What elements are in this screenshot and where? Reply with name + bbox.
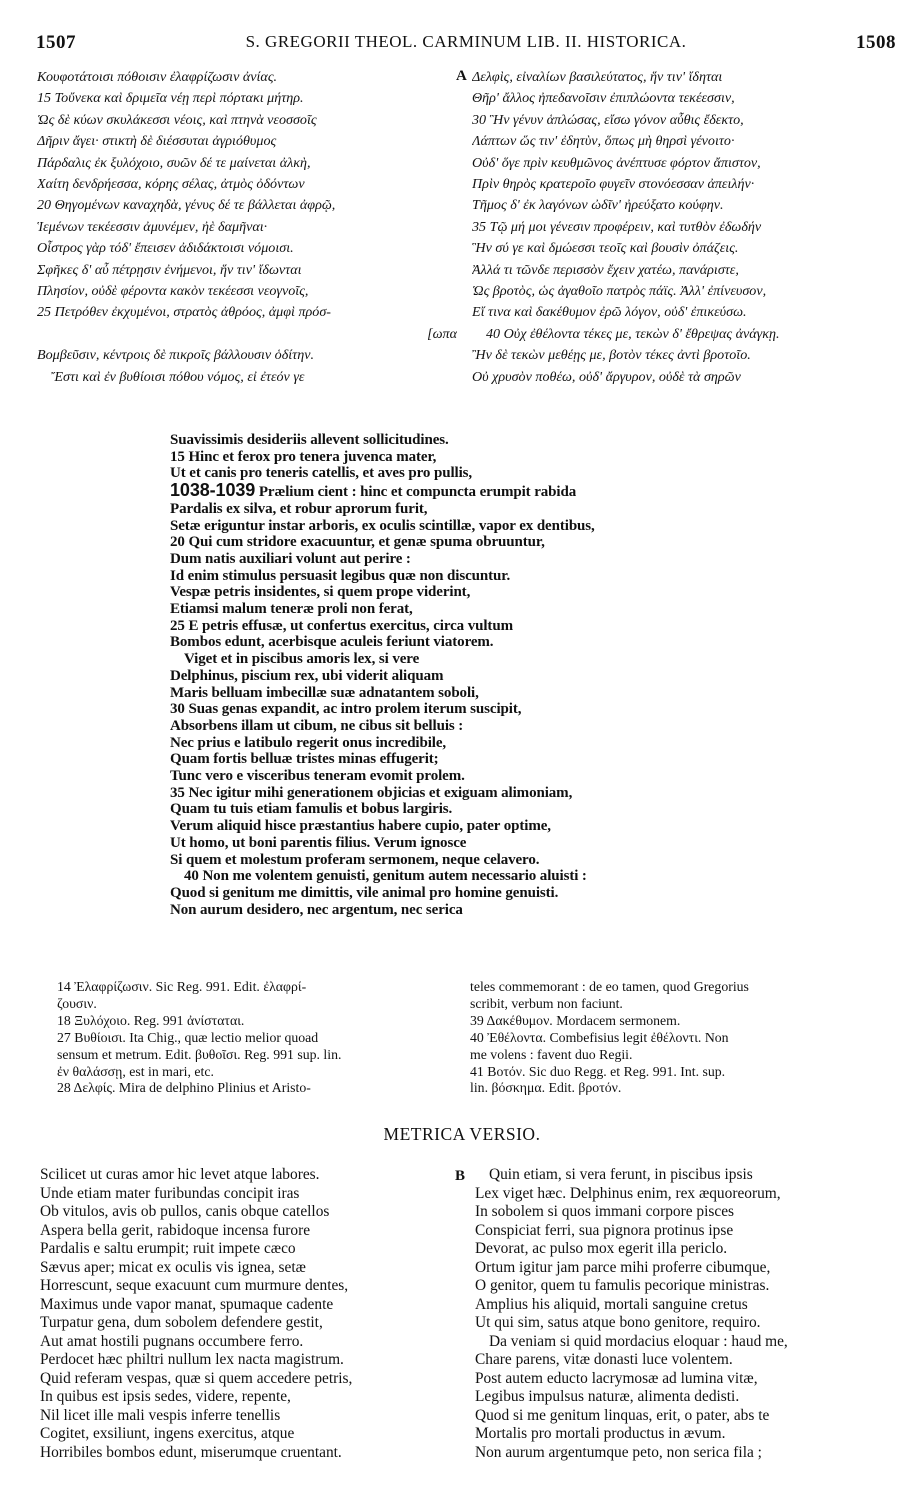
metrica-verse-line: Devorat, ac pulso mox egerit illa periclo. [475, 1240, 728, 1257]
greek-verse-line: Βομβεῦσιν, κέντροις δὲ πικροῖς βάλλουσιν ὁδίτην. [37, 347, 314, 364]
greek-verse-line: Χαίτη δενδρήεσσα, κόρης σέλας, ἀτμὸς ὀδόντων [37, 176, 305, 193]
metrica-verse-line: Turpatur gena, dum sobolem defendere gestit, [40, 1314, 323, 1331]
footnotes-right-column [470, 979, 890, 1097]
latin-verse-line: Verum aliquid hisce præstantius habere cupio, pater optime, [170, 818, 551, 835]
latin-verse-line: Quam tu tuis etiam famulis et bobus largiris. [170, 801, 453, 818]
latin-verse-line: Ut homo, ut boni parentis filius. Verum ignosce [170, 834, 467, 851]
latin-verse-line: Si quem et molestum proferam sermonem, neque celavero. [170, 851, 540, 868]
footnote-line: me volens : favent duo Regii. [470, 1046, 633, 1062]
latin-verse-line: Absorbens illam ut cibum, ne cibus sit belluis : [170, 717, 464, 734]
footnote-line: scribit, verbum non faciunt. [470, 995, 623, 1011]
latin-verse-line: Id enim stimulus persuasit legibus quæ non discuntur. [170, 567, 511, 584]
latin-verse-line: Ut et canis pro teneris catellis, et aves pro pullis, [170, 465, 473, 482]
latin-verse-line: Bombos edunt, acerbisque aculeis feriunt viatorem. [170, 634, 494, 651]
latin-line-text: Prælium cient : hinc et compuncta erumpit rabida [258, 484, 577, 501]
metrica-verse-line: In quibus est ipsis sedes, videre, repente, [40, 1388, 291, 1405]
metrica-verse-line: Mortalis pro mortali productus in ævum. [475, 1425, 726, 1442]
section-title: METRICA VERSIO. [383, 1124, 541, 1144]
latin-verse-line: Etiamsi malum teneræ proli non ferat, [170, 601, 413, 618]
metrica-verse-line: Ob vitulos, avis ob pullos, canis obque catellos [40, 1203, 330, 1220]
latin-verse-line: Tunc vero e visceribus teneram evomit prolem. [170, 768, 465, 785]
metrica-verse-line: Aut amat hostili pugnans occumbere ferro. [40, 1332, 304, 1350]
greek-verse-line: Ὡς δὲ κύων σκυλάκεσσι νέοις, καὶ πτηνὰ νεοσσοῖς [37, 111, 317, 128]
metrica-verse-line: Legibus impulsus naturæ, alimenta dedisti. [475, 1388, 740, 1405]
greek-verse-line: 15 Τοὔνεκα καὶ δριμεῖα νέῃ περὶ πόρτακι μήτηρ. [37, 90, 304, 107]
metrica-verse-line: Da veniam si quid mordacius eloquar : haud me, [489, 1332, 788, 1350]
metrica-verse-line: Ortum igitur jam parce mihi proferre cibumque, [475, 1258, 771, 1276]
latin-verse-line: 30 Suas genas expandit, ac intro prolem iterum suscipit, [170, 701, 522, 718]
metrica-verse-line: Quin etiam, si vera ferunt, in piscibus ipsis [489, 1166, 753, 1183]
footnotes-left-column [57, 979, 457, 1097]
greek-verse-line: Οἶστρος γὰρ τόδ' ἔπεισεν ἀδιδάκτοισι νόμοισι. [37, 240, 294, 257]
metrica-verse-line: Scilicet ut curas amor hic levet atque labores. [40, 1166, 320, 1183]
metrica-versio-right-column [475, 1166, 895, 1462]
latin-translation [170, 432, 770, 918]
metrica-verse-line: Amplius his aliquid, mortali sanguine cretus [475, 1295, 748, 1313]
footnote-line: 18 Ξυλόχοιο. Reg. 991 ἀνίσταται. [57, 1012, 245, 1028]
margin-letter-b: B [455, 1168, 466, 1184]
metrica-verse-line: Nil licet ille mali vespis inferre tenellis [40, 1406, 281, 1424]
greek-text-left-column [37, 67, 457, 388]
metrica-verse-line: Aspera bella gerit, rabidoque incensa furore [40, 1221, 311, 1239]
greek-verse-line: Οὐδ' ὅγε πρὶν κευθμῶνος ἀνέπτυσε φόρτον ἄπιστον, [472, 154, 761, 171]
metrica-verse-line: Lex viget hæc. Delphinus enim, rex æquoreorum, [475, 1184, 781, 1202]
greek-verse-line: 30 Ἣν γένυν ἁπλώσας, εἴσω γόνον αὖθις ἔδεκτο, [472, 111, 744, 128]
greek-verse-line: Κουφοτάτοισι πόθοισιν ἐλαφρίζωσιν ἀνίας. [37, 69, 278, 85]
footnote-line: sensum et metrum. Edit. βυθοῖσι. Reg. 991 sup. lin. [57, 1046, 342, 1062]
metrica-verse-line: Unde etiam mater furibundas concipit iras [40, 1184, 300, 1202]
footnote-line: 28 Δελφίς. Mira de delphino Plinius et Aristo- [57, 1080, 311, 1096]
greek-verse-line: Δῆριν ἄγει· στικτὴ δὲ διέσσυται ἀγριόθυμος [37, 133, 277, 150]
greek-verse-line: Πλησίον, οὐδὲ φέροντα κακὸν τεκέεσσι νεογνοῖς, [37, 283, 309, 300]
metrica-verse-line: Pardalis e saltu erumpit; ruit impete cæco [40, 1240, 296, 1257]
metrica-verse-line: Cogitet, exsiliunt, ingens exercitus, atque [40, 1425, 295, 1442]
greek-verse-line: Πρὶν θηρὸς κρατεροῖο φυγεῖν στονόεσσαν ἀπειλήν· [472, 176, 755, 193]
margin-letter-a: A [456, 68, 467, 84]
metrica-verse-line: Horrescunt, seque exacuunt cum murmure dentes, [40, 1277, 349, 1294]
latin-verse-line: Nec prius e latibulo regerit onus incredibile, [170, 734, 447, 751]
latin-verse-line: Viget et in piscibus amoris lex, si vere [184, 651, 420, 668]
greek-verse-line: Σφῆκες δ' αὖ πέτρῃσιν ἐνήμενοι, ἥν τιν' ἴδωνται [37, 261, 302, 278]
metrica-verse-line: Quod si me genitum linquas, erit, o pater, abs te [475, 1406, 770, 1424]
metrica-verse-line: Conspiciat ferri, sua pignora protinus ipse [475, 1221, 734, 1239]
page-number-left: 1507 [36, 32, 76, 53]
footnote-line: 41 Βοτόν. Sic duo Regg. et Reg. 991. Int. sup. [470, 1063, 726, 1079]
latin-verse-line: Quod si genitum me dimittis, vile animal pro homine genuisti. [170, 884, 559, 901]
greek-verse-line: 40 Οὐχ ἐθέλοντα τέκες με, τεκὼν δ' ἔθρεψας ἀνάγκῃ. [486, 325, 780, 342]
metrica-verse-line: Perdocet hæc philtri nullum lex nacta magistrum. [40, 1351, 344, 1368]
metrica-verse-line: Horribiles bombos edunt, miserumque cruentant. [40, 1443, 342, 1461]
metrica-verse-line: Chare parens, vitæ donasti luce volentem. [475, 1351, 733, 1368]
metrica-verse-line: Sævus aper; micat ex oculis vis ignea, setæ [40, 1258, 306, 1276]
footnote-line: teles commemorant : de eo tamen, quod Gregorius [470, 979, 749, 994]
latin-verse-line: Delphinus, piscium rex, ubi viderit aliquam [170, 667, 444, 684]
metrica-versio-left-column [40, 1166, 455, 1462]
latin-verse-line: 25 E petris effusæ, ut confertus exercitus, circa vultum [170, 617, 513, 634]
running-title: S. GREGORII THEOL. CARMINUM LIB. II. HISTORICA. [245, 32, 687, 51]
greek-verse-line: Ἔστι καὶ ἐν βυθίοισι πόθου νόμος, εἰ ἐτεόν γε [51, 368, 305, 385]
metrica-verse-line: O genitor, quem tu famulis pecorique ministras. [475, 1277, 770, 1294]
greek-verse-line: Ἀλλά τι τῶνδε περισσὸν ἔχειν χατέω, πανάριστε, [472, 261, 739, 278]
greek-verse-line: 25 Πετρόθεν ἐκχυμένοι, στρατὸς ἀθρόος, ἀμφὶ πρόσ- [37, 304, 332, 321]
greek-verse-line: Ἱεμένων τεκέεσσιν ἀμυνέμεν, ἠὲ δαμῆναι· [37, 218, 268, 235]
footnote-line: 27 Βυθίοισι. Ita Chig., quæ lectio melior quoad [57, 1029, 319, 1045]
latin-verse-line: Pardalis ex silva, et robur aprorum furit, [170, 500, 428, 517]
latin-verse-line: Quam fortis belluæ tristes minas effugerit; [170, 751, 439, 768]
greek-verse-line: Ὡς βροτὸς, ὡς ἀγαθοῖο πατρὸς πάϊς. Ἀλλ' ἐπίνευσον, [472, 283, 767, 300]
metrica-verse-line: Maximus unde vapor manat, spumaque cadente [40, 1295, 334, 1313]
footnote-line: 39 Δακέθυμον. Mordacem sermonem. [470, 1012, 681, 1028]
latin-verse-line: 15 Hinc et ferox pro tenera juvenca mater, [170, 448, 437, 465]
latin-verse-line: 40 Non me volentem genuisti, genitum autem necessario aluisti : [184, 868, 587, 885]
greek-verse-line: [ωπα [427, 325, 457, 342]
latin-verse-line: Suavissimis desideriis allevent sollicitudines. [170, 432, 449, 448]
latin-verse-line: Non aurum desidero, nec argentum, nec serica [170, 901, 463, 918]
greek-verse-line: 35 Τῷ μή μοι γένεσιν προφέρειν, καὶ τυτθὸν ἐδωδήν [472, 218, 762, 235]
greek-text-right-column [472, 67, 892, 388]
metrica-verse-line: Non aurum argentumque peto, non serica fila ; [475, 1443, 762, 1461]
greek-verse-line: Θῆρ' ἄλλος ἠπεδανοῖσιν ἐπιπλώοντα τεκέεσσιν, [472, 90, 735, 107]
greek-verse-line: Πάρδαλις ἐκ ξυλόχοιο, συῶν δέ τε μαίνεται ἀλκὴ, [37, 154, 311, 171]
metrica-verse-line: Ut qui sim, satus atque bono genitore, requiro. [475, 1314, 761, 1331]
latin-verse-line: 35 Nec igitur mihi generationem objicias et exiguam alimoniam, [170, 784, 573, 801]
footnote-line: lin. βόσκημα. Edit. βροτόν. [470, 1080, 622, 1096]
metrica-verse-line: Post autem educto lacrymosæ ad lumina vitæ, [475, 1369, 758, 1387]
greek-verse-line: Λάπτων ὥς τιν' ἐδητὺν, ὅπως μὴ θηρσὶ γένοιτο· [472, 133, 735, 150]
metrica-verse-line: In sobolem si quos immani corpore pisces [475, 1203, 735, 1220]
footnote-line: 14 Ἐλαφρίζωσιν. Sic Reg. 991. Edit. ἐλαφρί- [57, 979, 307, 994]
latin-verse-line: Setæ eriguntur instar arboris, ex oculis scintillæ, vapor ex dentibus, [170, 517, 595, 534]
footnote-line: 40 Ἐθέλοντα. Combefisius legit ἐθέλοντι. Non [470, 1029, 729, 1045]
page-number-right: 1508 [856, 32, 896, 53]
greek-verse-line: Οὐ χρυσὸν ποθέω, οὐδ' ἄργυρον, οὐδὲ τὰ σηρῶν [472, 368, 741, 385]
greek-verse-line: Εἴ τινα καὶ δακέθυμον ἐρῶ λόγον, οὐδ' ἐπικεύσω. [472, 304, 747, 321]
footnote-line: ζουσιν. [57, 995, 97, 1011]
greek-verse-line: Δελφὶς, εἰναλίων βασιλεύτατος, ἥν τιν' ἴδηται [472, 69, 723, 85]
latin-verse-line: Maris belluam imbecillæ suæ adnatantem soboli, [170, 684, 479, 701]
footnote-line: ἐν θαλάσσῃ, est in mari, etc. [57, 1063, 214, 1079]
greek-verse-line: Ἣν σύ γε καὶ δμώεσσι τεοῖς καὶ βουσὶν ὀπάζεις. [472, 240, 739, 257]
greek-verse-line: Ἢν δὲ τεκὼν μεθέῃς με, βοτὸν τέκες ἀντὶ βροτοῖο. [472, 347, 751, 364]
page-header [36, 32, 896, 58]
greek-verse-line: 20 Θηγομένων καναχηδὰ, γένυς δέ τε βάλλεται ἀφρῷ, [37, 197, 336, 214]
latin-verse-line [170, 482, 770, 501]
latin-verse-line: 20 Qui cum stridore exacuuntur, et genæ spuma obruuntur, [170, 534, 545, 551]
greek-verse-line: Τῆμος δ' ἐκ λαγόνων ὠδῖν' ἠρεύξατο κούφην. [472, 197, 724, 214]
metrica-verse-line: Quid referam vespas, quæ si quem accedere petris, [40, 1369, 353, 1387]
latin-verse-line: Vespæ petris insidentes, si quem prope viderint, [170, 584, 471, 601]
latin-verse-line: Dum natis auxiliari volunt aut perire : [170, 550, 411, 567]
column-number-marker: 1038-1039 [170, 482, 256, 501]
